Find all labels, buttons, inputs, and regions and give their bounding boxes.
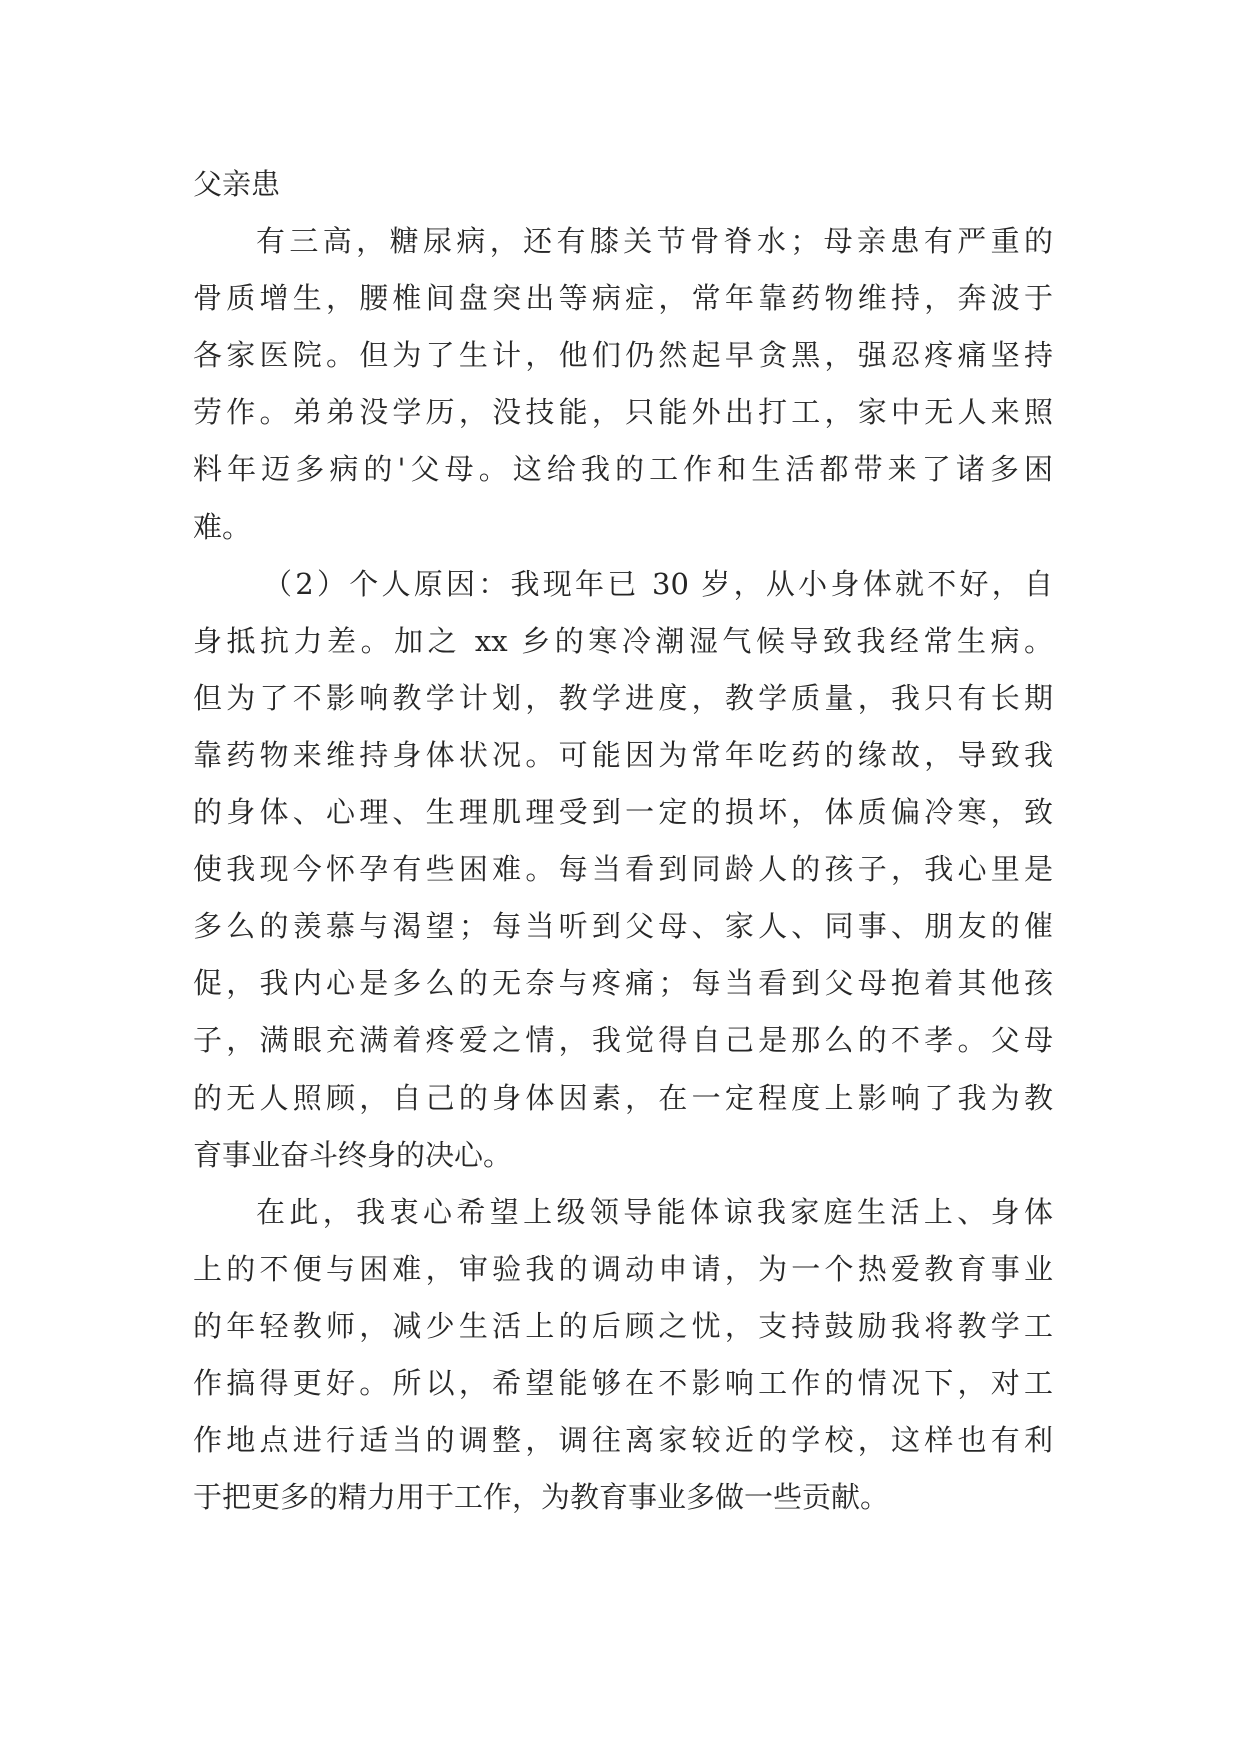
text-line: 难。 (193, 509, 252, 544)
text-line: 使我现今怀孕有些困难。每当看到同龄人的孩子，我心里是 (193, 852, 1053, 887)
paragraph (193, 1184, 1053, 1527)
text-line: 父亲患 (193, 167, 281, 201)
text-line: （2）个人原因：我现年已 30 岁，从小身体就不好，自 (263, 566, 1053, 601)
text-line: 骨质增生，腰椎间盘突出等病症，常年靠药物维持，奔波于 (193, 281, 1053, 316)
text-line: 于把更多的精力用于工作，为教育事业多做一些贡献。 (193, 1480, 890, 1515)
text-line: 靠药物来维持身体状况。可能因为常年吃药的缘故，导致我 (193, 737, 1053, 772)
text-line: 各家医院。但为了生计，他们仍然起早贪黑，强忍疼痛坚持 (193, 338, 1053, 373)
text-line: 的年轻教师，减少生活上的后顾之忧，支持鼓励我将教学工 (193, 1308, 1053, 1343)
text-line: 料年迈多病的'父母。这给我的工作和生活都带来了诸多困 (193, 452, 1053, 487)
text-line: 子，满眼充满着疼爱之情，我觉得自己是那么的不孝。父母 (193, 1023, 1053, 1058)
text-line: 的无人照顾，自己的身体因素，在一定程度上影响了我为教 (193, 1080, 1053, 1115)
text-line: 身抵抗力差。加之 xx 乡的寒冷潮湿气候导致我经常生病。 (193, 623, 1053, 658)
paragraph (193, 556, 1053, 1184)
text-line: 有三高，糖尿病，还有膝关节骨脊水；母亲患有严重的 (256, 224, 1053, 259)
text-line: 劳作。弟弟没学历，没技能，只能外出打工，家中无人来照 (193, 395, 1053, 430)
text-line: 多么的羡慕与渴望；每当听到父母、家人、同事、朋友的催 (193, 909, 1053, 944)
text-line: 作搞得更好。所以，希望能够在不影响工作的情况下，对工 (193, 1365, 1053, 1400)
text-line: 育事业奋斗终身的决心。 (193, 1137, 513, 1172)
text-line: 上的不便与困难，审验我的调动申请，为一个热爱教育事业 (193, 1251, 1053, 1286)
text-line: 促，我内心是多么的无奈与疼痛；每当看到父母抱着其他孩 (193, 966, 1053, 1001)
text-line: 作地点进行适当的调整，调往离家较近的学校，这样也有利 (193, 1423, 1053, 1458)
paragraph (193, 213, 1053, 556)
paragraph (193, 156, 1053, 213)
text-line: 但为了不影响教学计划，教学进度，教学质量，我只有长期 (193, 680, 1053, 715)
text-line: 的身体、心理、生理肌理受到一定的损坏，体质偏冷寒，致 (193, 795, 1053, 830)
document-body (193, 156, 1053, 1526)
text-line: 在此，我衷心希望上级领导能体谅我家庭生活上、身体 (256, 1194, 1053, 1229)
